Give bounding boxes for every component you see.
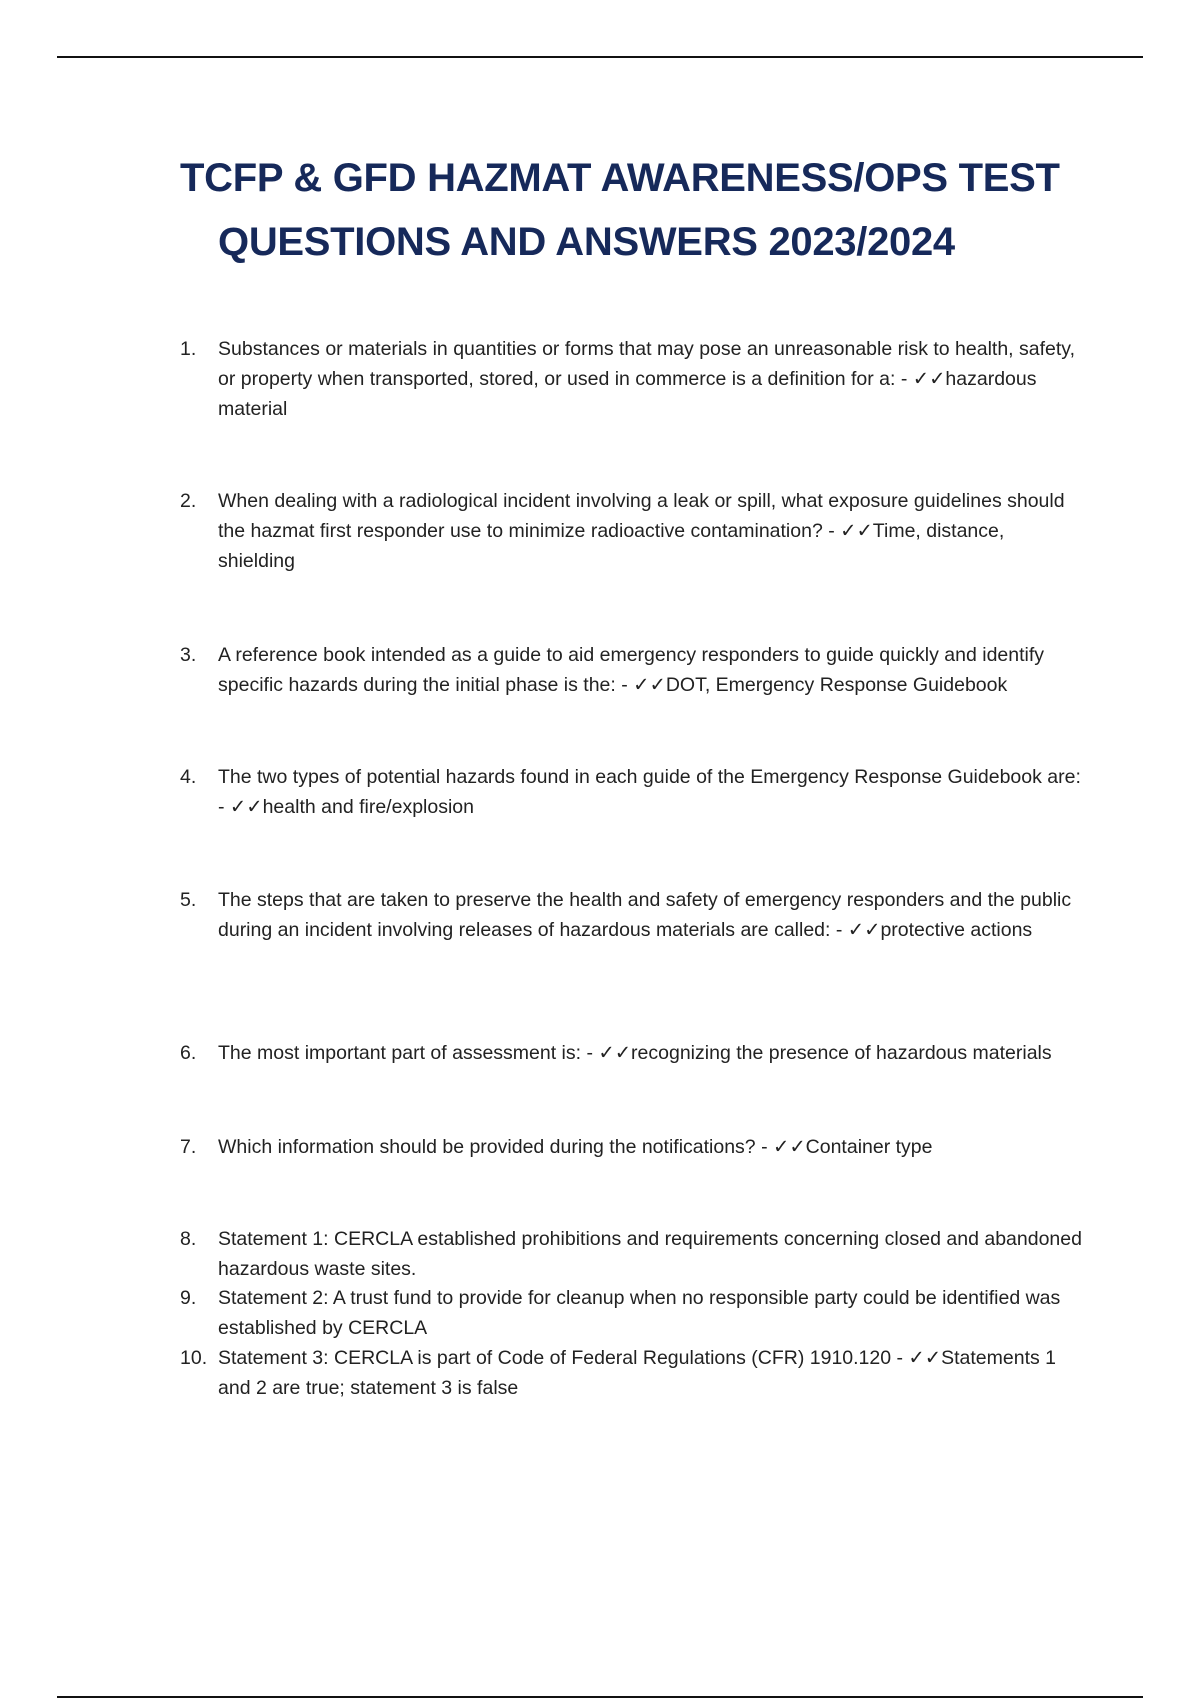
question-number: 2.: [180, 490, 197, 512]
question-number: 4.: [180, 766, 197, 788]
question-item-5: [180, 885, 1085, 945]
question-item-1: [180, 334, 1085, 424]
question-number: 1.: [180, 338, 197, 360]
question-text: The most important part of assessment is: - ✓✓recognizing the presence of hazardous materials: [218, 1042, 1052, 1064]
title-line-2: QUESTIONS AND ANSWERS 2023/2024: [218, 220, 955, 264]
question-number: 5.: [180, 889, 197, 911]
question-text: The two types of potential hazards found in each guide of the Emergency Response Guidebook are: - ✓✓health and fire/explosion: [218, 766, 1081, 818]
question-item-2: [180, 486, 1085, 576]
question-text: Which information should be provided during the notifications? - ✓✓Container type: [218, 1136, 933, 1158]
question-number: 8.: [180, 1228, 197, 1250]
question-text: The steps that are taken to preserve the health and safety of emergency responders and the public during an incident involving releases of hazardous materials are called: - ✓✓protective actions: [218, 889, 1072, 941]
question-item-8: [180, 1224, 1085, 1284]
question-number: 9.: [180, 1287, 197, 1309]
question-text: Statement 3: CERCLA is part of Code of Federal Regulations (CFR) 1910.120 - ✓✓Statements 1 and 2 are true; statement 3 is false: [218, 1347, 1056, 1399]
document-title: [180, 146, 1100, 274]
question-text: Statement 1: CERCLA established prohibitions and requirements concerning closed and abandoned hazardous waste sites.: [218, 1228, 1082, 1280]
question-number: 6.: [180, 1042, 197, 1064]
question-item-10: [180, 1343, 1085, 1403]
question-text: Statement 2: A trust fund to provide for cleanup when no responsible party could be identified was established by CERCLA: [218, 1287, 1061, 1339]
question-item-4: [180, 762, 1085, 822]
question-item-7: [180, 1132, 1085, 1162]
question-number: 7.: [180, 1136, 197, 1158]
question-item-9: [180, 1283, 1085, 1343]
question-text: A reference book intended as a guide to aid emergency responders to guide quickly and identify specific hazards during the initial phase is the: - ✓✓DOT, Emergency Response Guidebook: [218, 644, 1045, 696]
question-number: 3.: [180, 644, 197, 666]
question-item-3: [180, 640, 1085, 700]
question-text: When dealing with a radiological incident involving a leak or spill, what exposure guidelines should the hazmat first responder use to minimize radioactive contamination? - ✓✓Time, distance, shielding: [218, 490, 1065, 572]
question-item-6: [180, 1038, 1085, 1068]
question-number: 10.: [180, 1347, 208, 1369]
top-rule: [57, 56, 1143, 58]
question-text: Substances or materials in quantities or forms that may pose an unreasonable risk to health, safety, or property when transported, stored, or used in commerce is a definition for a: - ✓✓hazardous material: [218, 338, 1076, 420]
bottom-rule: [57, 1696, 1143, 1698]
title-line-1: TCFP & GFD HAZMAT AWARENESS/OPS TEST: [180, 156, 1060, 200]
